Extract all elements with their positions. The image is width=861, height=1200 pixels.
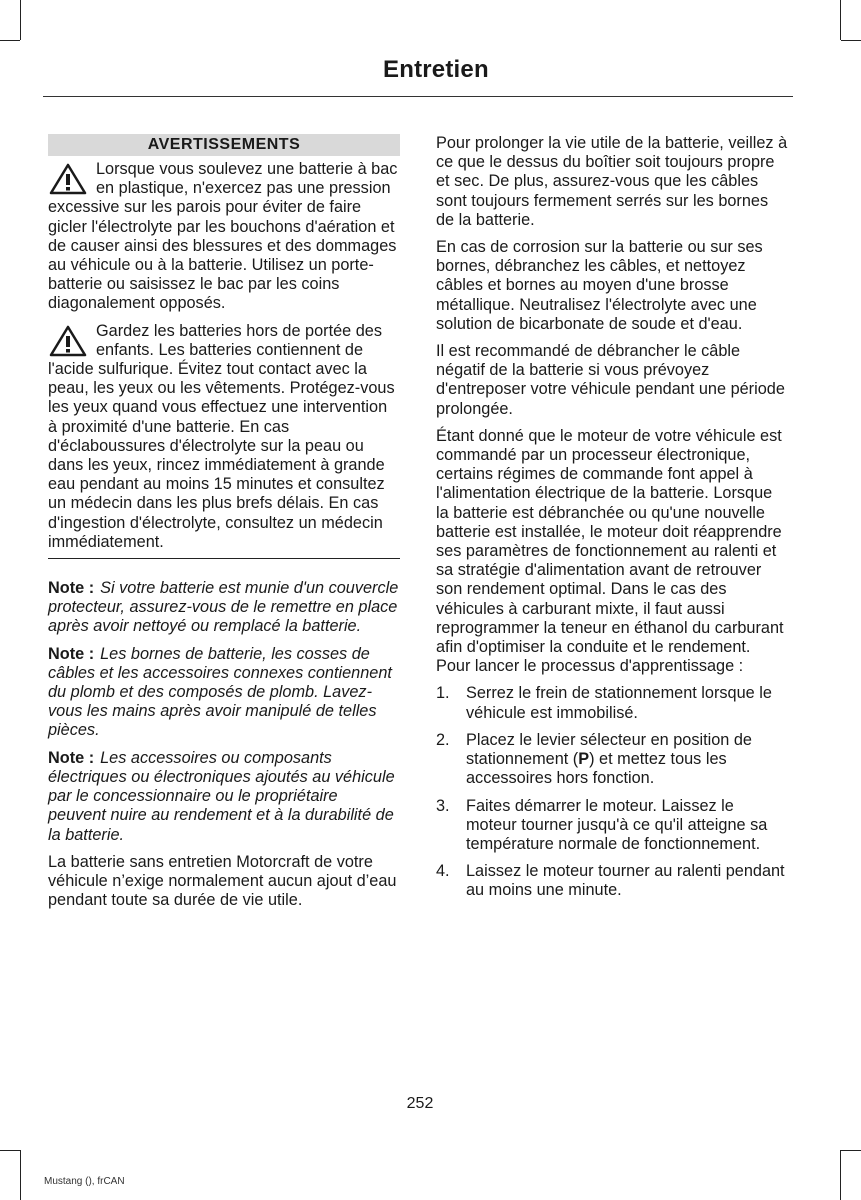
warning-item (48, 160, 400, 314)
page-title: Entretien (383, 56, 489, 83)
page-number: 252 (406, 1095, 434, 1112)
header-rule (43, 96, 793, 97)
paragraph: Il est recommandé de débrancher le câble négatif de la batterie si vous prévoyez d'entreposer votre véhicule pendant une période prolongée. (436, 342, 785, 418)
list-item (436, 797, 788, 855)
crop-mark (841, 40, 861, 41)
list-item (436, 684, 788, 722)
crop-mark (20, 1150, 21, 1200)
step-text: ) et mettez tous les accessoires hors fonction. (466, 750, 727, 788)
step-text: Faites démarrer le moteur. Laissez le moteur tourner jusqu'à ce qu'il atteigne sa température normale de fonctionnement. (466, 796, 768, 853)
warnings-heading: AVERTISSEMENTS (48, 134, 400, 156)
note (48, 645, 400, 741)
step-text: Laissez le moteur tourner au ralenti pendant au moins une minute. (466, 862, 785, 900)
steps-list (436, 684, 788, 900)
list-item (436, 731, 788, 789)
step-number: 1. (436, 684, 450, 703)
step-number: 3. (436, 796, 450, 815)
paragraph: En cas de corrosion sur la batterie ou sur ses bornes, débranchez les câbles, et nettoyez câbles et bornes au moyen d'une brosse métallique. Neutralisez l'électrolyte avec une solution de bicarbonate de soude et d'eau. (436, 238, 763, 333)
warnings-bottom-rule (48, 558, 400, 559)
crop-mark (0, 1150, 20, 1151)
note (48, 579, 400, 637)
footer-model: Mustang (), frCAN (44, 1176, 125, 1187)
list-item (436, 862, 788, 900)
warning-triangle-icon (48, 162, 88, 196)
crop-mark (840, 1150, 841, 1200)
paragraph: Étant donné que le moteur de votre véhicule est commandé par un processeur électronique, certains régimes de commande font appel à l'alimentation électrique de la batterie. Lorsque la batterie est débranchée ou qu'une nouvelle batterie est installée, le moteur doit réapprendre ses paramètres de fonctionnement au ralenti et sa stratégie d'alimentation avant de retrouver son rendement optimal. Dans le cas des véhicules à carburant mixte, il faut aussi reprogrammer la teneur en éthanol du carburant afin d'optimiser la conduite et le rendement. Pour lancer le processus d'apprentissage : (436, 426, 784, 676)
step-text: Serrez le frein de stationnement lorsque le véhicule est immobilisé. (466, 684, 772, 722)
step-number: 2. (436, 730, 450, 749)
step-text: Placez le levier sélecteur en position de stationnement ( (466, 730, 752, 769)
crop-mark (20, 0, 21, 40)
paragraph: Pour prolonger la vie utile de la batterie, veillez à ce que le dessus du boîtier soit toujours propre et sec. De plus, assurez-vous que les câbles sont toujours fermement serrés sur les bornes de la batterie. (436, 134, 788, 229)
right-column (436, 134, 788, 909)
warning-text: Gardez les batteries hors de portée des enfants. Les batteries contiennent de l'acide sulfurique. Évitez tout contact avec la peau, les yeux ou les vêtements. Protégez-vous les yeux quand vous effectuez une intervention à proximité d'une batterie. En cas d'éclaboussures d'électrolyte sur la peau ou dans les yeux, rincez immédiatement à grande eau pendant au moins 15 minutes et consultez un médecin dans les plus brefs délais. En cas d'ingestion d'électrolyte, consultez un médecin immédiatement. (48, 321, 395, 551)
note-text: Les bornes de batterie, les cosses de câbles et les accessoires connexes contiennent du plomb et des composés de plomb. Lavez-vous les mains après avoir manipulé de telles pièces. (48, 644, 392, 740)
note (48, 749, 400, 845)
warning-triangle-icon (48, 324, 88, 358)
crop-mark (841, 1150, 861, 1151)
note-label: Note : (48, 644, 95, 663)
note-text: Si votre batterie est munie d'un couvercle protecteur, assurez-vous de le remettre en place après avoir nettoyé ou remplacé la batterie. (48, 579, 399, 636)
note-text: Les accessoires ou composants électriques ou électroniques ajoutés au véhicule par le concessionnaire ou le propriétaire peuvent nuire au rendement et à la durabilité de la batterie. (48, 748, 395, 844)
step-number: 4. (436, 862, 450, 881)
maintenance-free-paragraph: La batterie sans entretien Motorcraft de votre véhicule n’exige normalement aucun ajout d’eau pendant toute sa durée de vie utile. (48, 852, 397, 910)
note-label: Note : (48, 579, 95, 598)
note-label: Note : (48, 748, 95, 767)
crop-mark (0, 40, 20, 41)
crop-mark (840, 0, 841, 40)
park-letter: P (578, 750, 590, 769)
warning-item (48, 322, 400, 552)
warning-text: Lorsque vous soulevez une batterie à bac en plastique, n'exercez pas une pression excessive sur les parois pour éviter de faire gicler l'électrolyte par les bouchons d'aération et de causer ainsi des blessures et des dommages au véhicule ou à la batterie. Utilisez un porte-batterie ou saisissez le bac par les coins diagonalement opposés. (48, 160, 398, 313)
left-column (48, 134, 400, 918)
